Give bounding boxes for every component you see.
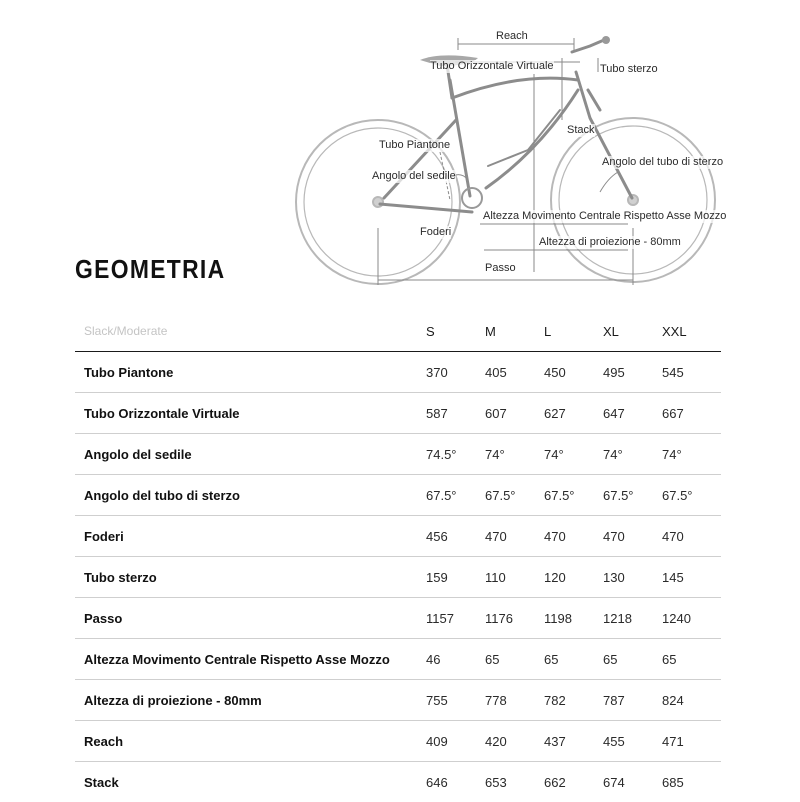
table-cell: 130 [603,557,662,598]
label-altezza-mc: Altezza Movimento Centrale Rispetto Asse Mozzo [483,210,726,223]
table-cell: 67.5° [544,475,603,516]
size-header: L [544,311,603,352]
row-label: Angolo del sedile [75,434,426,475]
size-header: M [485,311,544,352]
table-cell: 495 [603,352,662,393]
table-cell: 778 [485,680,544,721]
table-cell: 74° [485,434,544,475]
label-stack: Stack [567,124,595,137]
row-label: Passo [75,598,426,639]
table-cell: 67.5° [662,475,721,516]
label-angolo-sterzo: Angolo del tubo di sterzo [602,156,723,169]
handlebar [572,40,604,52]
row-label: Foderi [75,516,426,557]
label-angolo-sedile: Angolo del sedile [372,170,456,183]
table-cell: 653 [485,762,544,802]
table-cell: 74° [662,434,721,475]
table-cell: 370 [426,352,485,393]
table-cell: 646 [426,762,485,802]
label-foderi: Foderi [420,226,451,239]
table-cell: 685 [662,762,721,802]
table-cell: 65 [662,639,721,680]
table-cell: 456 [426,516,485,557]
geometry-table [75,311,721,802]
table-cell: 470 [662,516,721,557]
label-passo: Passo [485,262,516,275]
head-angle-arc [600,172,618,192]
row-label: Tubo Piantone [75,352,426,393]
table-row [75,434,721,475]
table-cell: 627 [544,393,603,434]
profile-label: Slack/Moderate [75,311,426,352]
table-row [75,352,721,393]
table-cell: 74° [544,434,603,475]
row-label: Tubo sterzo [75,557,426,598]
table-row [75,762,721,802]
table-cell: 65 [485,639,544,680]
table-cell: 1240 [662,598,721,639]
table-cell: 46 [426,639,485,680]
table-cell: 662 [544,762,603,802]
table-cell: 1198 [544,598,603,639]
table-cell: 67.5° [485,475,544,516]
row-label: Angolo del tubo di sterzo [75,475,426,516]
table-row [75,680,721,721]
table-cell: 1218 [603,598,662,639]
table-header-row [75,311,721,352]
size-header: XXL [662,311,721,352]
table-cell: 470 [544,516,603,557]
table-cell: 587 [426,393,485,434]
table-cell: 1176 [485,598,544,639]
table-cell: 65 [603,639,662,680]
table-cell: 120 [544,557,603,598]
front-hub [628,195,638,205]
row-label: Altezza di proiezione - 80mm [75,680,426,721]
table-row [75,721,721,762]
table-row [75,557,721,598]
row-label: Tubo Orizzontale Virtuale [75,393,426,434]
label-altezza-proiezione: Altezza di proiezione - 80mm [539,236,681,249]
table-cell: 470 [485,516,544,557]
table-cell: 74.5° [426,434,485,475]
table-cell: 471 [662,721,721,762]
table-cell: 607 [485,393,544,434]
grip [602,36,610,44]
table-cell: 1157 [426,598,485,639]
table-row [75,598,721,639]
label-reach: Reach [496,30,528,43]
table-body [75,352,721,802]
page-title: GEOMETRIA [75,254,225,285]
table-cell: 782 [544,680,603,721]
table-cell: 667 [662,393,721,434]
table-cell: 455 [603,721,662,762]
table-cell: 145 [662,557,721,598]
table-cell: 67.5° [426,475,485,516]
table-cell: 159 [426,557,485,598]
size-header: S [426,311,485,352]
row-label: Altezza Movimento Centrale Rispetto Asse Mozzo [75,639,426,680]
table-row [75,475,721,516]
table-cell: 437 [544,721,603,762]
label-tubo-piantone: Tubo Piantone [379,139,450,152]
table-cell: 65 [544,639,603,680]
table-cell: 674 [603,762,662,802]
table-cell: 409 [426,721,485,762]
label-tubo-orizzontale: Tubo Orizzontale Virtuale [430,60,554,73]
table-row [75,639,721,680]
table-cell: 545 [662,352,721,393]
table-cell: 67.5° [603,475,662,516]
table-cell: 110 [485,557,544,598]
table-cell: 470 [603,516,662,557]
size-header: XL [603,311,662,352]
table-cell: 824 [662,680,721,721]
table-cell: 787 [603,680,662,721]
table-cell: 405 [485,352,544,393]
table-cell: 74° [603,434,662,475]
row-label: Reach [75,721,426,762]
table-cell: 647 [603,393,662,434]
table-row [75,393,721,434]
table-cell: 450 [544,352,603,393]
crank [462,188,482,208]
table-row [75,516,721,557]
table-cell: 755 [426,680,485,721]
row-label: Stack [75,762,426,802]
table-cell: 420 [485,721,544,762]
label-tubo-sterzo: Tubo sterzo [600,63,658,76]
